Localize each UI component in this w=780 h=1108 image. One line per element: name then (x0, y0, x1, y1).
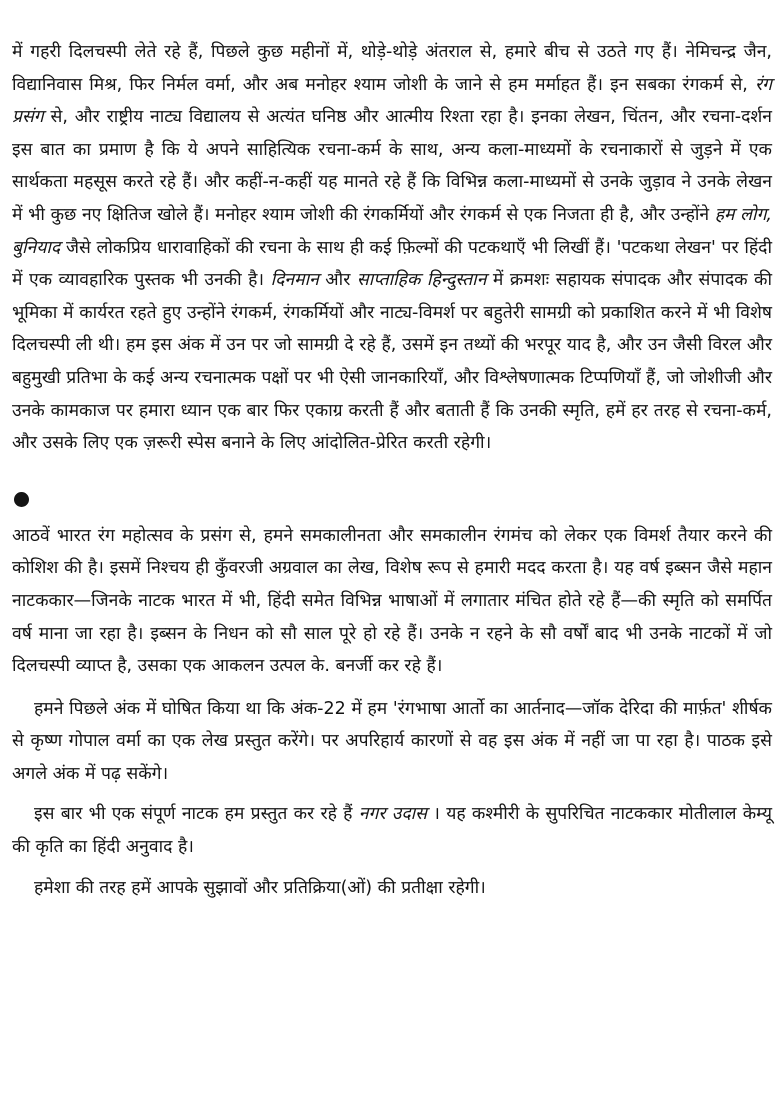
bullet-icon (14, 492, 29, 507)
italic-magazine-title: रंग प्रसंग (12, 74, 772, 128)
paragraph-play (12, 798, 772, 863)
paragraph-joshi-tribute (12, 36, 772, 460)
text-run: में गहरी दिलचस्पी लेते रहे हैं, पिछले कुछ महीनों में, थोड़े-थोड़े अंतराल से, हमारे बीच से उठते गए हैं। नेमिचन्द्र जैन, विद्यानिवास मिश्र, फिर निर्मल वर्मा, और अब मनोहर श्याम जोशी के जाने से हम मर्माहत हैं। इन सबका रंगकर्म से, (12, 42, 772, 95)
text-run: । यह कश्मीरी के सुपरिचित नाटककार मोतीलाल केम्यू की कृति का हिंदी अनुवाद है। (12, 804, 773, 858)
document-page (12, 36, 772, 904)
italic-serial-titles: हम लोग, बुनियाद (12, 204, 772, 258)
italic-play-title: नगर उदास (358, 804, 428, 825)
text-run: इस बार भी एक संपूर्ण नाटक हम प्रस्तुत कर रहे हैं (34, 804, 353, 825)
paragraph-closing: हमेशा की तरह हमें आपके सुझावों और प्रतिक्रिया(ओं) की प्रतीक्षा रहेगी। (34, 877, 486, 898)
text-run: में क्रमशः सहायक संपादक और संपादक की भूमिका में कार्यरत रहते हुए उन्होंने रंगकर्म, रंगकर्मियों और नाट्य-विमर्श पर बहुतेरी सामग्री को प्रकाशित करने में भी विशेष दिलचस्पी ली थी। हम इस अंक में उन पर जो सामग्री दे रहे हैं, उसमें इन तथ्यों की भरपूर याद है, और उन जैसी विरल और बहुमुखी प्रतिभा के कई अन्य रचनात्मक पक्षों पर भी ऐसी जानकारियाँ, और विश्लेषणात्मक टिप्पणियाँ हैं, जो जोशीजी और उनके कामकाज पर हमारा ध्यान एक बार फिर एकाग्र करती हैं और बताती हैं कि उनकी स्मृति, हमें हर तरह से रचना-कर्म, और उसके लिए एक ज़रूरी स्पेस बनाने के लिए आंदोलित-प्रेरित करती रहेगी। (12, 270, 773, 454)
paragraph-announcement: हमने पिछले अंक में घोषित किया था कि अंक-22 में हम 'रंगभाषा आर्तो का आर्तनाद—जॉक देरिदा की मार्फ़त' शीर्षक से कृष्ण गोपाल वर्मा का एक लेख प्रस्तुत करेंगे। पर अपरिहार्य कारणों से वह इस अंक में नहीं जा पा रहा है। पाठक इसे अगले अंक में पढ़ सकेंगे। (12, 698, 772, 784)
text-run: जैसे लोकप्रिय धारावाहिकों की रचना के साथ ही कई फ़िल्मों की पटकथाएँ भी लिखीं हैं। 'पटकथा लेखन' पर हिंदी में एक व्यावहारिक पुस्तक भी उनकी है। (12, 237, 772, 291)
section-separator (12, 474, 772, 514)
text-run: और (318, 270, 357, 291)
text-run: से, और राष्ट्रीय नाट्य विद्यालय से अत्यंत घनिष्ठ और आत्मीय रिश्ता रहा है। इनका लेखन, चिंतन, और रचना-दर्शन इस बात का प्रमाण है कि ये अपने साहित्यिक रचना-कर्म के साथ, अन्य कला-माध्यमों के रचनाकारों से जुड़ने में एक सार्थकता महसूस करते रहे हैं। और कहीं-न-कहीं यह मानते रहे हैं कि विभिन्न कला-माध्यमों से उनके जुड़ाव ने उनके लेखन में भी कुछ नए क्षितिज खोले हैं। मनोहर श्याम जोशी की रंगकर्मियों और रंगकर्म से एक निजता ही है, और उन्होंने (12, 107, 772, 225)
italic-magazine-dinman: दिनमान (270, 270, 319, 291)
paragraph-festival: आठवें भारत रंग महोत्सव के प्रसंग से, हमने समकालीनता और समकालीन रंगमंच को लेकर एक विमर्श तैयार करने की कोशिश की है। इसमें निश्चय ही कुँवरजी अग्रवाल का लेख, विशेष रूप से हमारी मदद करता है। यह वर्ष इब्सन जैसे महान नाटककार—जिनके नाटक भारत में भी, हिंदी समेत विभिन्न भाषाओं में लगातार मंचित होते रहे हैं—की स्मृति को समर्पित वर्ष माना जा रहा है। इब्सन के निधन को सौ साल पूरे हो रहे हैं। उनके न रहने के सौ वर्षों बाद भी उनके नाटकों में जो दिलचस्पी व्याप्त है, उसका एक आकलन उत्पल के. बनर्जी कर रहे हैं। (12, 525, 772, 677)
italic-magazine-saptahik: साप्ताहिक हिन्दुस्तान (356, 270, 487, 291)
